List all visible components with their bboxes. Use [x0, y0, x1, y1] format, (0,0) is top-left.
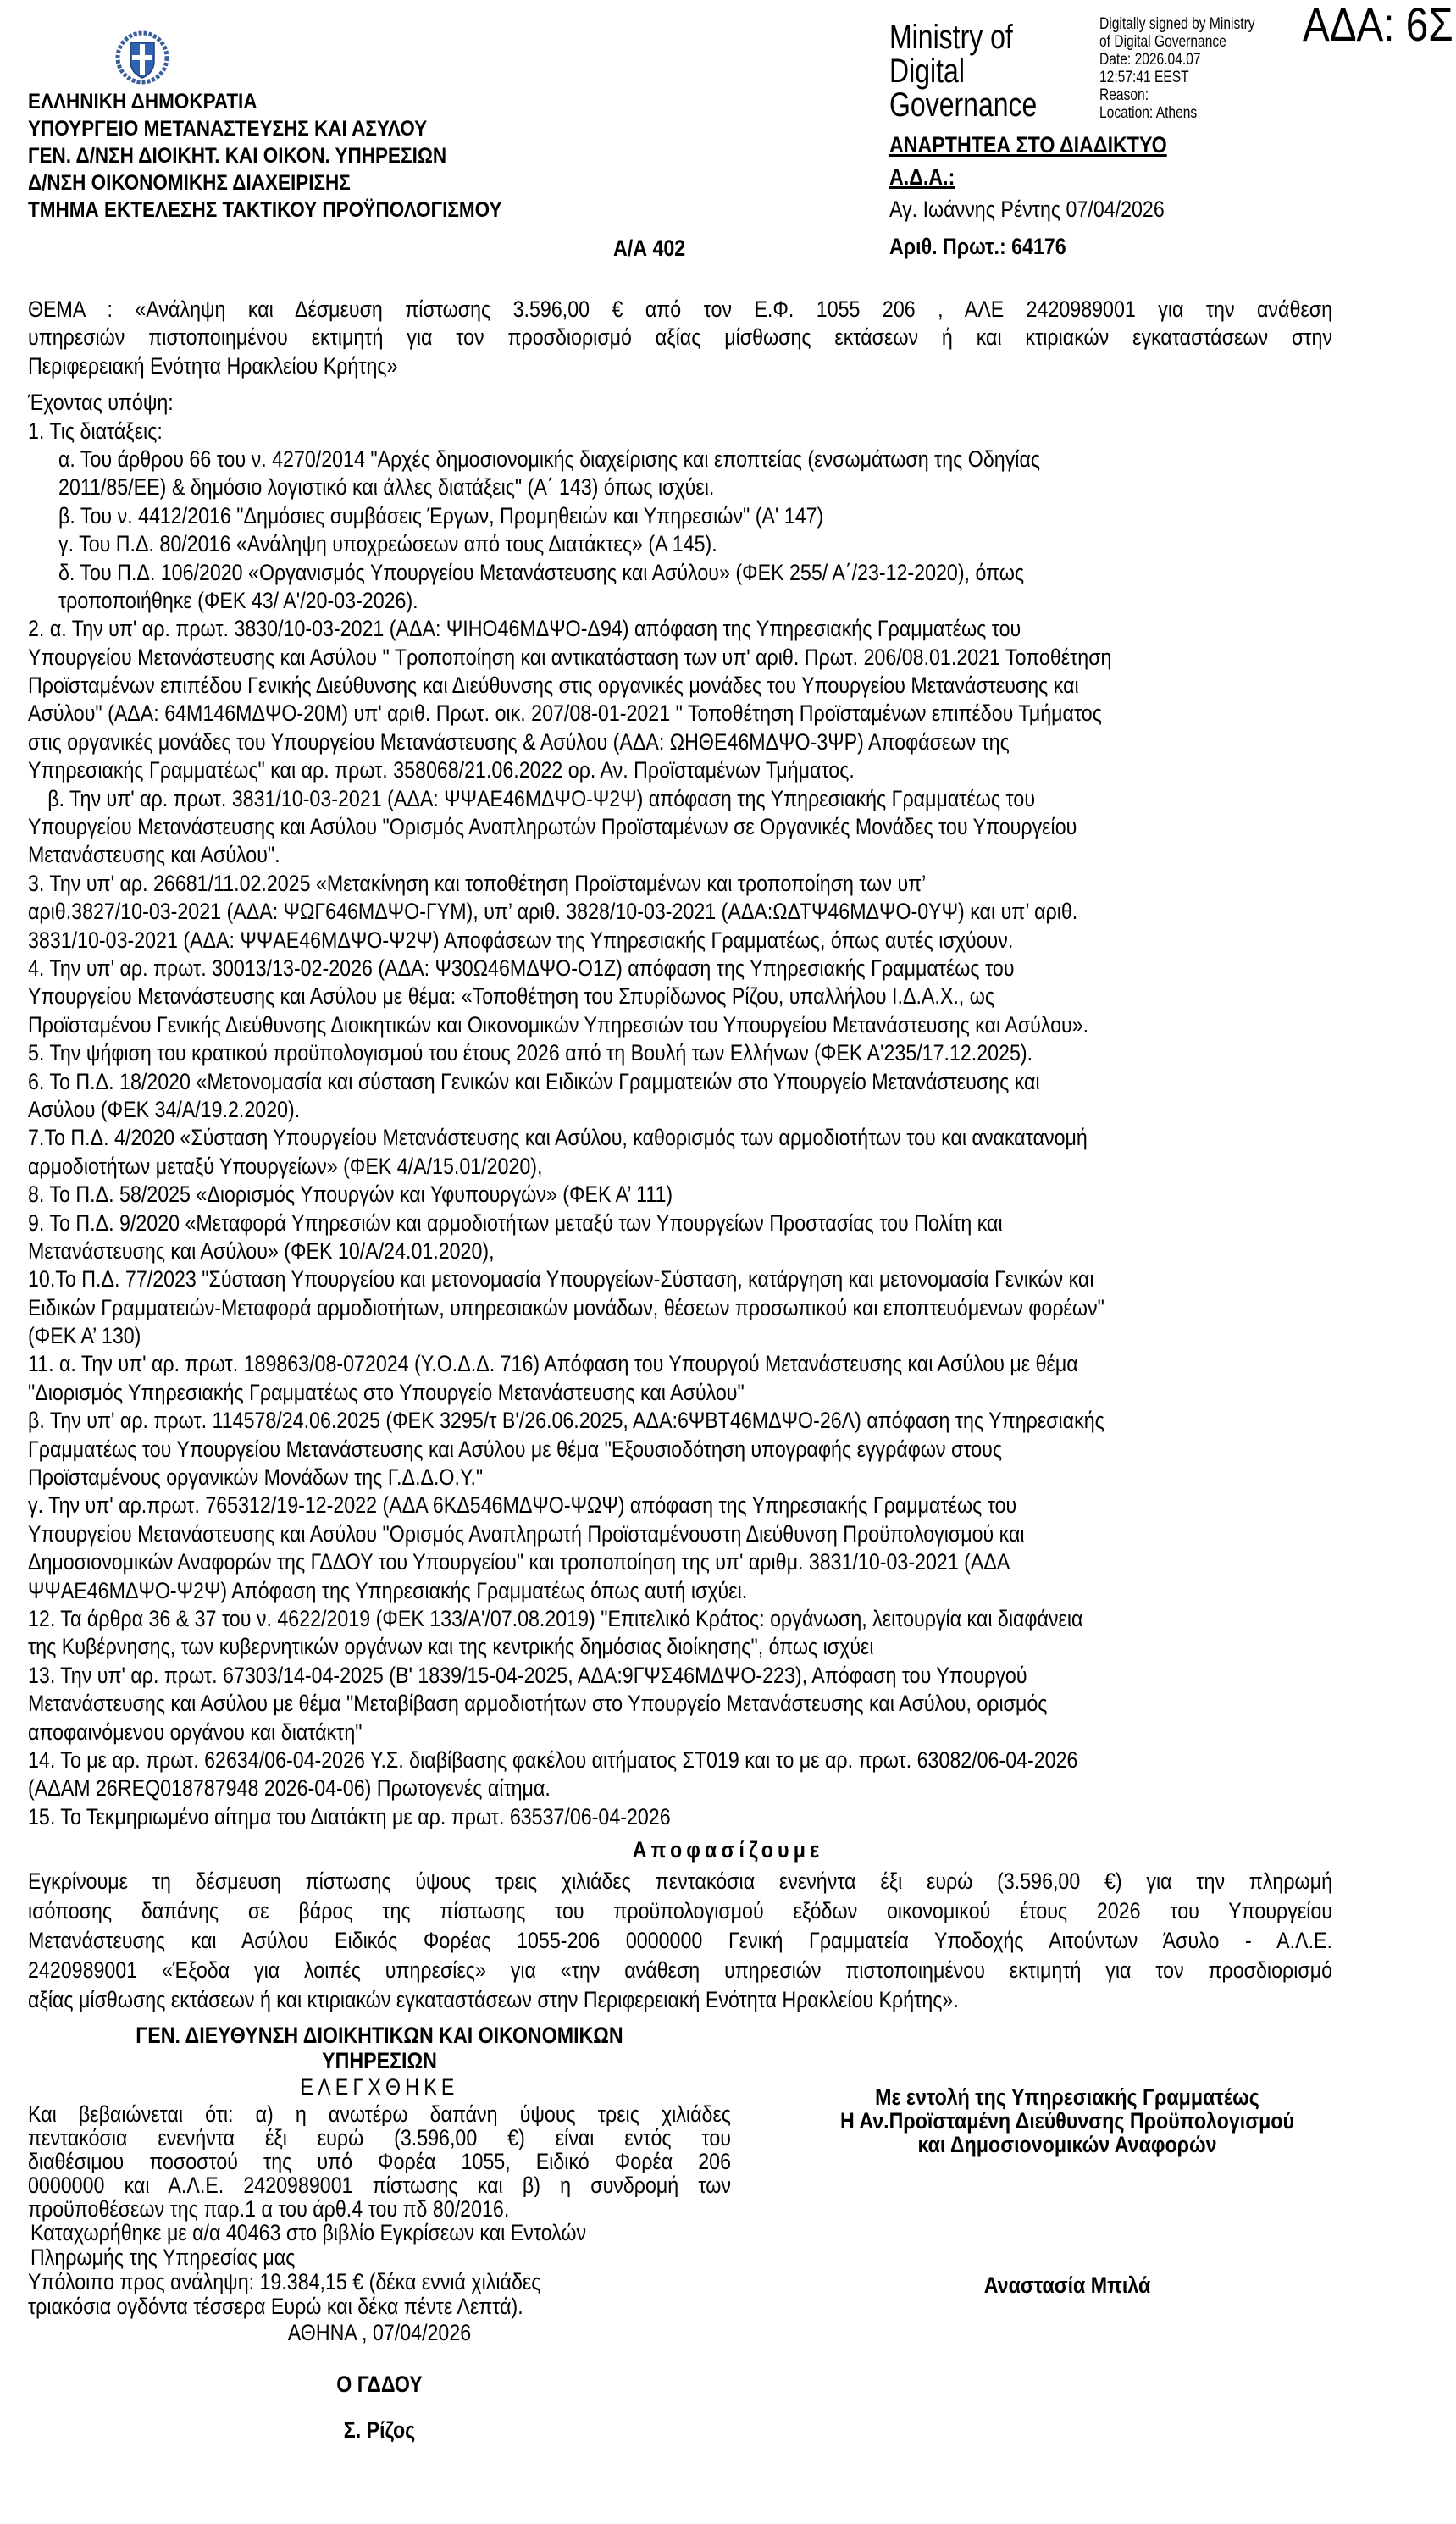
- balance-line: τριακόσια ογδόντα τέσσερα Ευρώ και δέκα πέντε Λεπτά).: [28, 2294, 523, 2319]
- provision-line: ΨΨΑΕ46ΜΔΨΟ-Ψ2Ψ) Απόφαση της Υπηρεσιακής Γραμματέως όπως αυτή ισχύει.: [28, 1577, 748, 1603]
- remaining-balance: [28, 2270, 731, 2319]
- provision-line: Υπουργείου Μετανάστευσης και Ασύλου " Τροποποίηση και αντικατάσταση των υπ' αριθ. Πρωτ. 206/08.01.2021 Τοποθέτηση: [28, 644, 1112, 670]
- document-meta: [889, 129, 1212, 263]
- provision-line: Προϊσταμένων επιπέδου Γενικής Διεύθυνσης και Διεύθυνσης στις οργανικές μονάδες του Υπουργείου Μετανάστευσης και: [28, 673, 1079, 699]
- signatory-name: Σ. Ρίζος: [343, 2416, 416, 2443]
- authority-line: ΕΛΛΗΝΙΚΗ ΔΗΜΟΚΡΑΤΙΑ: [28, 90, 257, 113]
- provision-13: [28, 1662, 1332, 1746]
- authorizing-title-line: και Δημοσιονομικών Αναφορών: [917, 2132, 1217, 2157]
- provision-line: Υπηρεσιακής Γραμματέως" και αρ. πρωτ. 358068/21.06.2022 ορ. Αν. Προϊσταμένων Τμήματος.: [28, 757, 855, 783]
- provision-line: "Διορισμός Υπηρεσιακής Γραμματέως στο Υπουργείο Μετανάστευσης και Ασύλου": [28, 1379, 745, 1405]
- signature-detail-line: Digitally signed by Ministry: [1099, 15, 1255, 33]
- provision-line: (ΦΕΚ Α’ 130): [28, 1323, 141, 1349]
- signatory-role: Ο ΓΔΔΟΥ: [336, 2372, 423, 2398]
- provision-4: [28, 955, 1332, 1039]
- provision-line: Μετανάστευσης και Ασύλου με θέμα "Μεταβίβαση αρμοδιοτήτων στο Υπουργείο Μετανάστευσης και Ασύλου, ορισμός: [28, 1691, 1048, 1717]
- provision-14: [28, 1746, 1332, 1803]
- authority-line: ΥΠΟΥΡΓΕΙΟ ΜΕΤΑΝΑΣΤΕΥΣΗΣ ΚΑΙ ΑΣΥΛΟΥ: [28, 117, 428, 141]
- certification-line: πεντακόσια ενενήντα έξι ευρώ (3.596,00 €) είναι εντός του: [28, 2126, 731, 2150]
- provision-line: Δημοσιονομικών Αναφορών της ΓΔΔΟΥ του Υπουργείου" και τροποποίηση της υπ' αριθμ. 3831/10-03-2021 (ΑΔΑ: [28, 1549, 1010, 1575]
- provision-8: [28, 1181, 1332, 1209]
- provision-10: [28, 1265, 1332, 1350]
- authority-line: ΤΜΗΜΑ ΕΚΤΕΛΕΣΗΣ ΤΑΚΤΙΚΟΥ ΠΡΟΫΠΟΛΟΓΙΣΜΟΥ: [28, 198, 502, 222]
- provision-1: 1. Τις διατάξεις:: [28, 418, 163, 444]
- provision-line: 3831/10-03-2021 (ΑΔΑ: ΨΨΑΕ46ΜΔΨΟ-Ψ2Ψ) Αποφάσεων της Υπηρεσιακής Γραμματέως, όπως αυτές ισχύουν.: [28, 927, 1014, 953]
- provision-line: 13. Την υπ' αρ. πρωτ. 67303/14-04-2025 (Β' 1839/15-04-2025, ΑΔΑ:9ΓΨΣ46ΜΔΨΟ-223), Απόφαση του Υπουργού: [28, 1662, 1027, 1688]
- footer-place-date: ΑΘΗΝΑ , 07/04/2026: [287, 2320, 472, 2345]
- authority-line: Δ/ΝΣΗ ΟΙΚΟΝΟΜΙΚΗΣ ΔΙΑΧΕΙΡΙΣΗΣ: [28, 171, 351, 195]
- provision-line: γ. Την υπ' αρ.πρωτ. 765312/19-12-2022 (ΑΔΑ 6ΚΔ546ΜΔΨΟ-ΨΩΨ) απόφαση της Υπηρεσιακής Γραμματέως του: [28, 1492, 1017, 1519]
- ada-stamp: ΑΔΑ: 6Σ: [1303, 0, 1453, 51]
- protocol-number: Αριθ. Πρωτ.: 64176: [889, 234, 1066, 259]
- provision-line: Υπουργείου Μετανάστευσης και Ασύλου με θέμα: «Τοποθέτηση του Σπυρίδωνος Ρίζου, υπαλλήλου Ι.Δ.Α.Χ., ως: [28, 983, 995, 1010]
- certification-line: 0000000 και Α.Λ.Ε. 2420989001 πίστωσης και β) η συνδρομή των: [28, 2173, 731, 2197]
- serial-number: Α/Α 402: [613, 235, 686, 261]
- signature-detail-line: Date: 2026.04.07: [1099, 51, 1201, 69]
- provision-1c: [28, 530, 1332, 558]
- provision-line: Μετανάστευσης και Ασύλου» (ΦΕΚ 10/Α/24.01.2020),: [28, 1237, 495, 1264]
- provision-line: Υπουργείου Μετανάστευσης και Ασύλου "Ορισμός Αναπληρωτή Προϊσταμένουστη Διεύθυνση Προϋπολογισμού και: [28, 1520, 1025, 1547]
- subject-line: Περιφερειακή Ενότητα Ηρακλείου Κρήτης»: [28, 352, 398, 379]
- provision-line: Γραμματέως του Υπουργείου Μετανάστευσης και Ασύλου με θέμα "Εξουσιοδότηση υπογραφής εγγράφων στους: [28, 1436, 1003, 1462]
- provision-line: 2011/85/ΕΕ) & δημόσιο λογιστικό και άλλες διατάξεις" (Α΄ 143) όπως ισχύει.: [58, 474, 715, 501]
- balance-line: Υπόλοιπο προς ανάληψη: 19.384,15 € (δέκα εννιά χιλιάδες: [28, 2269, 541, 2294]
- provision-2a: [28, 615, 1332, 784]
- subject: [28, 296, 1332, 380]
- provision-5: [28, 1039, 1332, 1067]
- provision-line: 11. α. Την υπ' αρ. πρωτ. 189863/08-072024 (Υ.Ο.Δ.Δ. 716) Απόφαση του Υπουργού Μετανάστευσης και Ασύλου με θέμα: [28, 1351, 1078, 1377]
- provision-line: γ. Του Π.Δ. 80/2016 «Ανάληψη υποχρεώσεων από τους Διατάκτες» (Α 145).: [58, 531, 717, 557]
- decision-line: αξίας μίσθωσης εκτάσεων ή και κτιριακών εγκαταστάσεων στην Περιφερειακή Ενότητα Ηρακλείου Κρήτης».: [28, 1987, 959, 2012]
- issuing-authority: [28, 88, 555, 224]
- provision-line: Προϊσταμένου Γενικής Διεύθυνσης Διοικητικών και Οικονομικών Υπηρεσιών του Υπουργείου Μετανάστευσης και Ασύλου».: [28, 1011, 1089, 1038]
- provision-2b: [28, 785, 1332, 870]
- provision-line: Ειδικών Γραμματειών-Μεταφορά αρμοδιοτήτων, υπηρεσιακών μονάδων, θέσεων προσωπικού και εποπτευόμενων φορέων": [28, 1294, 1104, 1320]
- provision-3: [28, 870, 1332, 955]
- provision-9: [28, 1209, 1332, 1266]
- provision-7: [28, 1124, 1332, 1181]
- provision-line: Μετανάστευσης και Ασύλου".: [28, 842, 280, 868]
- place-date: Αγ. Ιωάννης Ρέντης 07/04/2026: [889, 196, 1165, 222]
- authorizing-section: [796, 2085, 1338, 2300]
- department-title: [28, 2023, 731, 2073]
- provision-line: β. Του ν. 4412/2016 "Δημόσιες συμβάσεις Έργων, Προμηθειών και Υπηρεσιών" (Α' 147): [58, 502, 824, 529]
- provision-line: τροποποιήθηκε (ΦΕΚ 43/ Α'/20-03-2026).: [58, 587, 418, 613]
- digital-signature-name: [889, 20, 1074, 122]
- provision-line: Ασύλου (ΦΕΚ 34/Α/19.2.2020).: [28, 1096, 301, 1122]
- provision-line: 2. α. Την υπ' αρ. πρωτ. 3830/10-03-2021 (ΑΔΑ: ΨΙΗΟ46ΜΔΨΟ-Δ94) απόφαση της Υπηρεσιακής Γραμματέως του: [28, 616, 1021, 642]
- department-title-line: ΥΠΗΡΕΣΙΩΝ: [322, 2048, 437, 2073]
- registration-note: [28, 2221, 731, 2270]
- provision-6: [28, 1068, 1332, 1125]
- document-body: [28, 296, 1332, 1831]
- signature-name-line: Digital: [889, 53, 965, 90]
- provision-line: β. Την υπ' αρ. πρωτ. 3831/10-03-2021 (ΑΔΑ: ΨΨΑΕ46ΜΔΨΟ-Ψ2Ψ) απόφαση της Υπηρεσιακής Γραμματέως του: [47, 785, 1036, 811]
- provision-1d: [28, 559, 1332, 616]
- provision-line: 3. Την υπ' αρ. 26681/11.02.2025 «Μετακίνηση και τοποθέτηση Προϊσταμένων και τροποποίηση των υπ’: [28, 870, 927, 896]
- provision-line: 10.Το Π.Δ. 77/2023 "Σύσταση Υπουργείου και μετονομασία Υπουργείων-Σύσταση, κατάργηση και μετονομασία Γενικών και: [28, 1266, 1094, 1292]
- certification-line: προϋποθέσεων της παρ.1 α του άρθ.4 του πδ 80/2016.: [28, 2196, 510, 2222]
- decision-heading: Αποφασίζουμε: [632, 1837, 824, 1863]
- registration-line: Καταχωρήθηκε με α/α 40463 στο βιβλίο Εγκρίσεων και Εντολών: [30, 2220, 587, 2245]
- provision-1b: [28, 502, 1332, 530]
- provision-line: 7.Το Π.Δ. 4/2020 «Σύσταση Υπουργείου Μετανάστευσης και Ασύλου, καθορισμός των αρμοδιοτήτων του και ανακατανομή: [28, 1125, 1088, 1151]
- provision-line: 5. Την ψήφιση του κρατικού προϋπολογισμού του έτους 2026 από τη Βουλή των Ελλήνων (ΦΕΚ Α'235/17.12.2025).: [28, 1040, 1033, 1066]
- provision-line: 14. Το με αρ. πρωτ. 62634/06-04-2026 Υ.Σ. διαβίβασης φακέλου αιτήματος ΣΤ019 και το με αρ. πρωτ. 63082/06-04-2026: [28, 1746, 1078, 1773]
- provision-line: αρμοδιοτήτων μεταξύ Υπουργείων» (ΦΕΚ 4/Α/15.01/2020),: [28, 1153, 543, 1179]
- decision-line: Εγκρίνουμε τη δέσμευση πίστωσης ύψους τρεις χιλιάδες πεντακόσια ενενήντα έξι ευρώ (3.596,00 €) για την πληρωμή: [28, 1868, 1332, 1894]
- provision-15: [28, 1803, 1332, 1831]
- provision-line: Ασύλου" (ΑΔΑ: 64Μ146ΜΔΨΟ-20Μ) υπ' αριθ. Πρωτ. οικ. 207/08-01-2021 " Τοποθέτηση Προϊσταμένων επιπέδου Τμήματος: [28, 700, 1102, 727]
- provision-line: Υπουργείου Μετανάστευσης και Ασύλου "Ορισμός Αναπληρωτών Προϊσταμένων σε Οργανικές Μονάδες του Υπουργείου: [28, 814, 1077, 840]
- provision-line: δ. Του Π.Δ. 106/2020 «Οργανισμός Υπουργείου Μετανάστευσης και Ασύλου» (ΦΕΚ 255/ Α΄/23-12-2020), όπως: [58, 559, 1025, 585]
- signature-detail-line: of Digital Governance: [1099, 33, 1226, 51]
- registration-line: Πληρωμής της Υπηρεσίας μας: [30, 2244, 296, 2270]
- considering-heading: Έχοντας υπόψη:: [28, 390, 174, 416]
- subject-line: υπηρεσιών πιστοποιημένου εκτιμητή για τον προσδιορισμό αξίας μίσθωσης εκτάσεων ή και κτιριακών εγκαταστάσεων στην: [28, 324, 1332, 351]
- provision-1a: [28, 446, 1332, 502]
- certification-line: Και βεβαιώνεται ότι: α) η ανωτέρω δαπάνη ύψους τρεις χιλιάδες: [28, 2102, 731, 2126]
- subject-line: ΘΕΜΑ : «Ανάληψη και Δέσμευση πίστωσης 3.596,00 € από τον Ε.Φ. 1055 206 , ΑΛΕ 2420989001 για την ανάθεση: [28, 296, 1332, 322]
- authorizing-signatory-name: Αναστασία Μπιλά: [983, 2272, 1151, 2298]
- checked-label: ΕΛΕΓΧΘΗΚΕ: [300, 2074, 459, 2100]
- provision-line: αριθ.3827/10-03-2021 (ΑΔΑ: ΨΩΓ646ΜΔΨΟ-ΓΥΜ), υπ’ αριθ. 3828/10-03-2021 (ΑΔΑ:ΩΔΤΨ46ΜΔΨΟ-0ΥΨ) και υπ’ αριθ.: [28, 899, 1078, 925]
- provision-line: 4. Την υπ' αρ. πρωτ. 30013/13-02-2026 (ΑΔΑ: Ψ30Ω46ΜΔΨΟ-Ο1Ζ) απόφαση της Υπηρεσιακής Γραμματέως του: [28, 955, 1015, 981]
- provision-11a: [28, 1350, 1332, 1407]
- signature-name-line: Governance: [889, 86, 1038, 124]
- signature-name-line: Ministry of: [889, 19, 1013, 56]
- provision-11b: [28, 1407, 1332, 1492]
- publish-notice: ΑΝΑΡΤΗΤΕΑ ΣΤΟ ΔΙΑΔΙΚΤΥΟ: [889, 132, 1167, 158]
- certification-line: διαθέσιμου ποσοστού της υπό Φορέα 1055, Ειδικό Φορέα 206: [28, 2150, 731, 2173]
- digital-signature-details: [1099, 15, 1289, 122]
- provision-line: στις οργανικές μονάδες του Υπουργείου Μετανάστευσης & Ασύλου (ΑΔΑ: ΩΗΘΕ46ΜΔΨΟ-3ΨΡ) Αποφάσεων της: [28, 728, 1010, 755]
- provision-line: αποφαινόμενου οργάνου και διατάκτη": [28, 1719, 363, 1745]
- ada-label: Α.Δ.Α.:: [889, 164, 955, 190]
- signature-detail-line: Location: Athens: [1099, 104, 1198, 122]
- signature-detail-line: Reason:: [1099, 86, 1149, 104]
- signature-detail-line: 12:57:41 EEST: [1099, 69, 1189, 86]
- provision-line: 12. Τα άρθρα 36 & 37 του ν. 4622/2019 (ΦΕΚ 133/Α'/07.08.2019) "Επιτελικό Κράτος: οργάνωση, λειτουργία και διαφάνεια: [28, 1605, 1083, 1631]
- authorizing-title-line: Με εντολή της Υπηρεσιακής Γραμματέως: [875, 2084, 1259, 2110]
- greek-coat-of-arms-icon: [115, 30, 169, 85]
- provision-12: [28, 1605, 1332, 1662]
- provision-line: (ΑΔΑΜ 26REQ018787948 2026-04-06) Πρωτογενές αίτημα.: [28, 1775, 551, 1802]
- provision-11c: [28, 1492, 1332, 1605]
- provision-line: Προϊσταμένους οργανικών Μονάδων της Γ.Δ.Δ.Ο.Υ.": [28, 1464, 484, 1491]
- provision-line: 15. Το Τεκμηριωμένο αίτημα του Διατάκτη με αρ. πρωτ. 63537/06-04-2026: [28, 1803, 671, 1829]
- authority-line: ΓΕΝ. Δ/ΝΣΗ ΔΙΟΙΚΗΤ. ΚΑΙ ΟΙΚΟΝ. ΥΠΗΡΕΣΙΩΝ: [28, 144, 447, 168]
- decision-line: Μετανάστευσης και Ασύλου Ειδικός Φορέας 1055-206 0000000 Γενική Γραμματεία Υποδοχής Αιτούντων Άσυλο - Α.Λ.Ε.: [28, 1928, 1332, 1953]
- financial-control-section: [28, 2023, 731, 2444]
- provision-line: 8. Το Π.Δ. 58/2025 «Διορισμός Υπουργών και Υφυπουργών» (ΦΕΚ Α’ 111): [28, 1182, 673, 1208]
- department-title-line: ΓΕΝ. ΔΙΕΥΘΥΝΣΗ ΔΙΟΙΚΗΤΙΚΩΝ ΚΑΙ ΟΙΚΟΝΟΜΙΚΩΝ: [136, 2023, 623, 2048]
- certification-text: [28, 2102, 731, 2221]
- decision-line: 2420989001 «Έξοδα για λοιπές υπηρεσίες» για «την ανάθεση υπηρεσιών πιστοποιημένου εκτιμητή για τον προσδιορισμό: [28, 1957, 1332, 1983]
- provision-line: α. Του άρθρου 66 του ν. 4270/2014 "Αρχές δημοσιονομικής διαχείρισης και εποπτείας (ενσωμάτωση της Οδηγίας: [58, 446, 1041, 472]
- decision-line: ισόποσης δαπάνης σε βάρος της πίστωσης του προϋπολογισμού εξόδων οικονομικού έτους 2026 του Υπουργείου: [28, 1898, 1332, 1923]
- provision-line: 6. Το Π.Δ. 18/2020 «Μετονομασία και σύσταση Γενικών και Ειδικών Γραμματειών στο Υπουργείο Μετανάστευσης και: [28, 1068, 1040, 1094]
- provision-line: 9. Το Π.Δ. 9/2020 «Μεταφορά Υπηρεσιών και αρμοδιοτήτων μεταξύ των Υπουργείων Προστασίας του Πολίτη και: [28, 1209, 1003, 1236]
- authorizing-title-line: Η Αν.Προϊσταμένη Διεύθυνσης Προϋπολογισμού: [839, 2108, 1295, 2134]
- decision-text: [28, 1867, 1332, 2015]
- provision-line: β. Την υπ' αρ. πρωτ. 114578/24.06.2025 (ΦΕΚ 3295/τ Β'/26.06.2025, ΑΔΑ:6ΨΒΤ46ΜΔΨΟ-26Λ) απόφαση της Υπηρεσιακής: [28, 1408, 1104, 1434]
- provision-line: της Κυβέρνησης, των κυβερνητικών οργάνων και της κεντρικής δημόσιας διοίκησης", όπως ισχύει: [28, 1634, 874, 1660]
- authorizing-title: [796, 2085, 1338, 2156]
